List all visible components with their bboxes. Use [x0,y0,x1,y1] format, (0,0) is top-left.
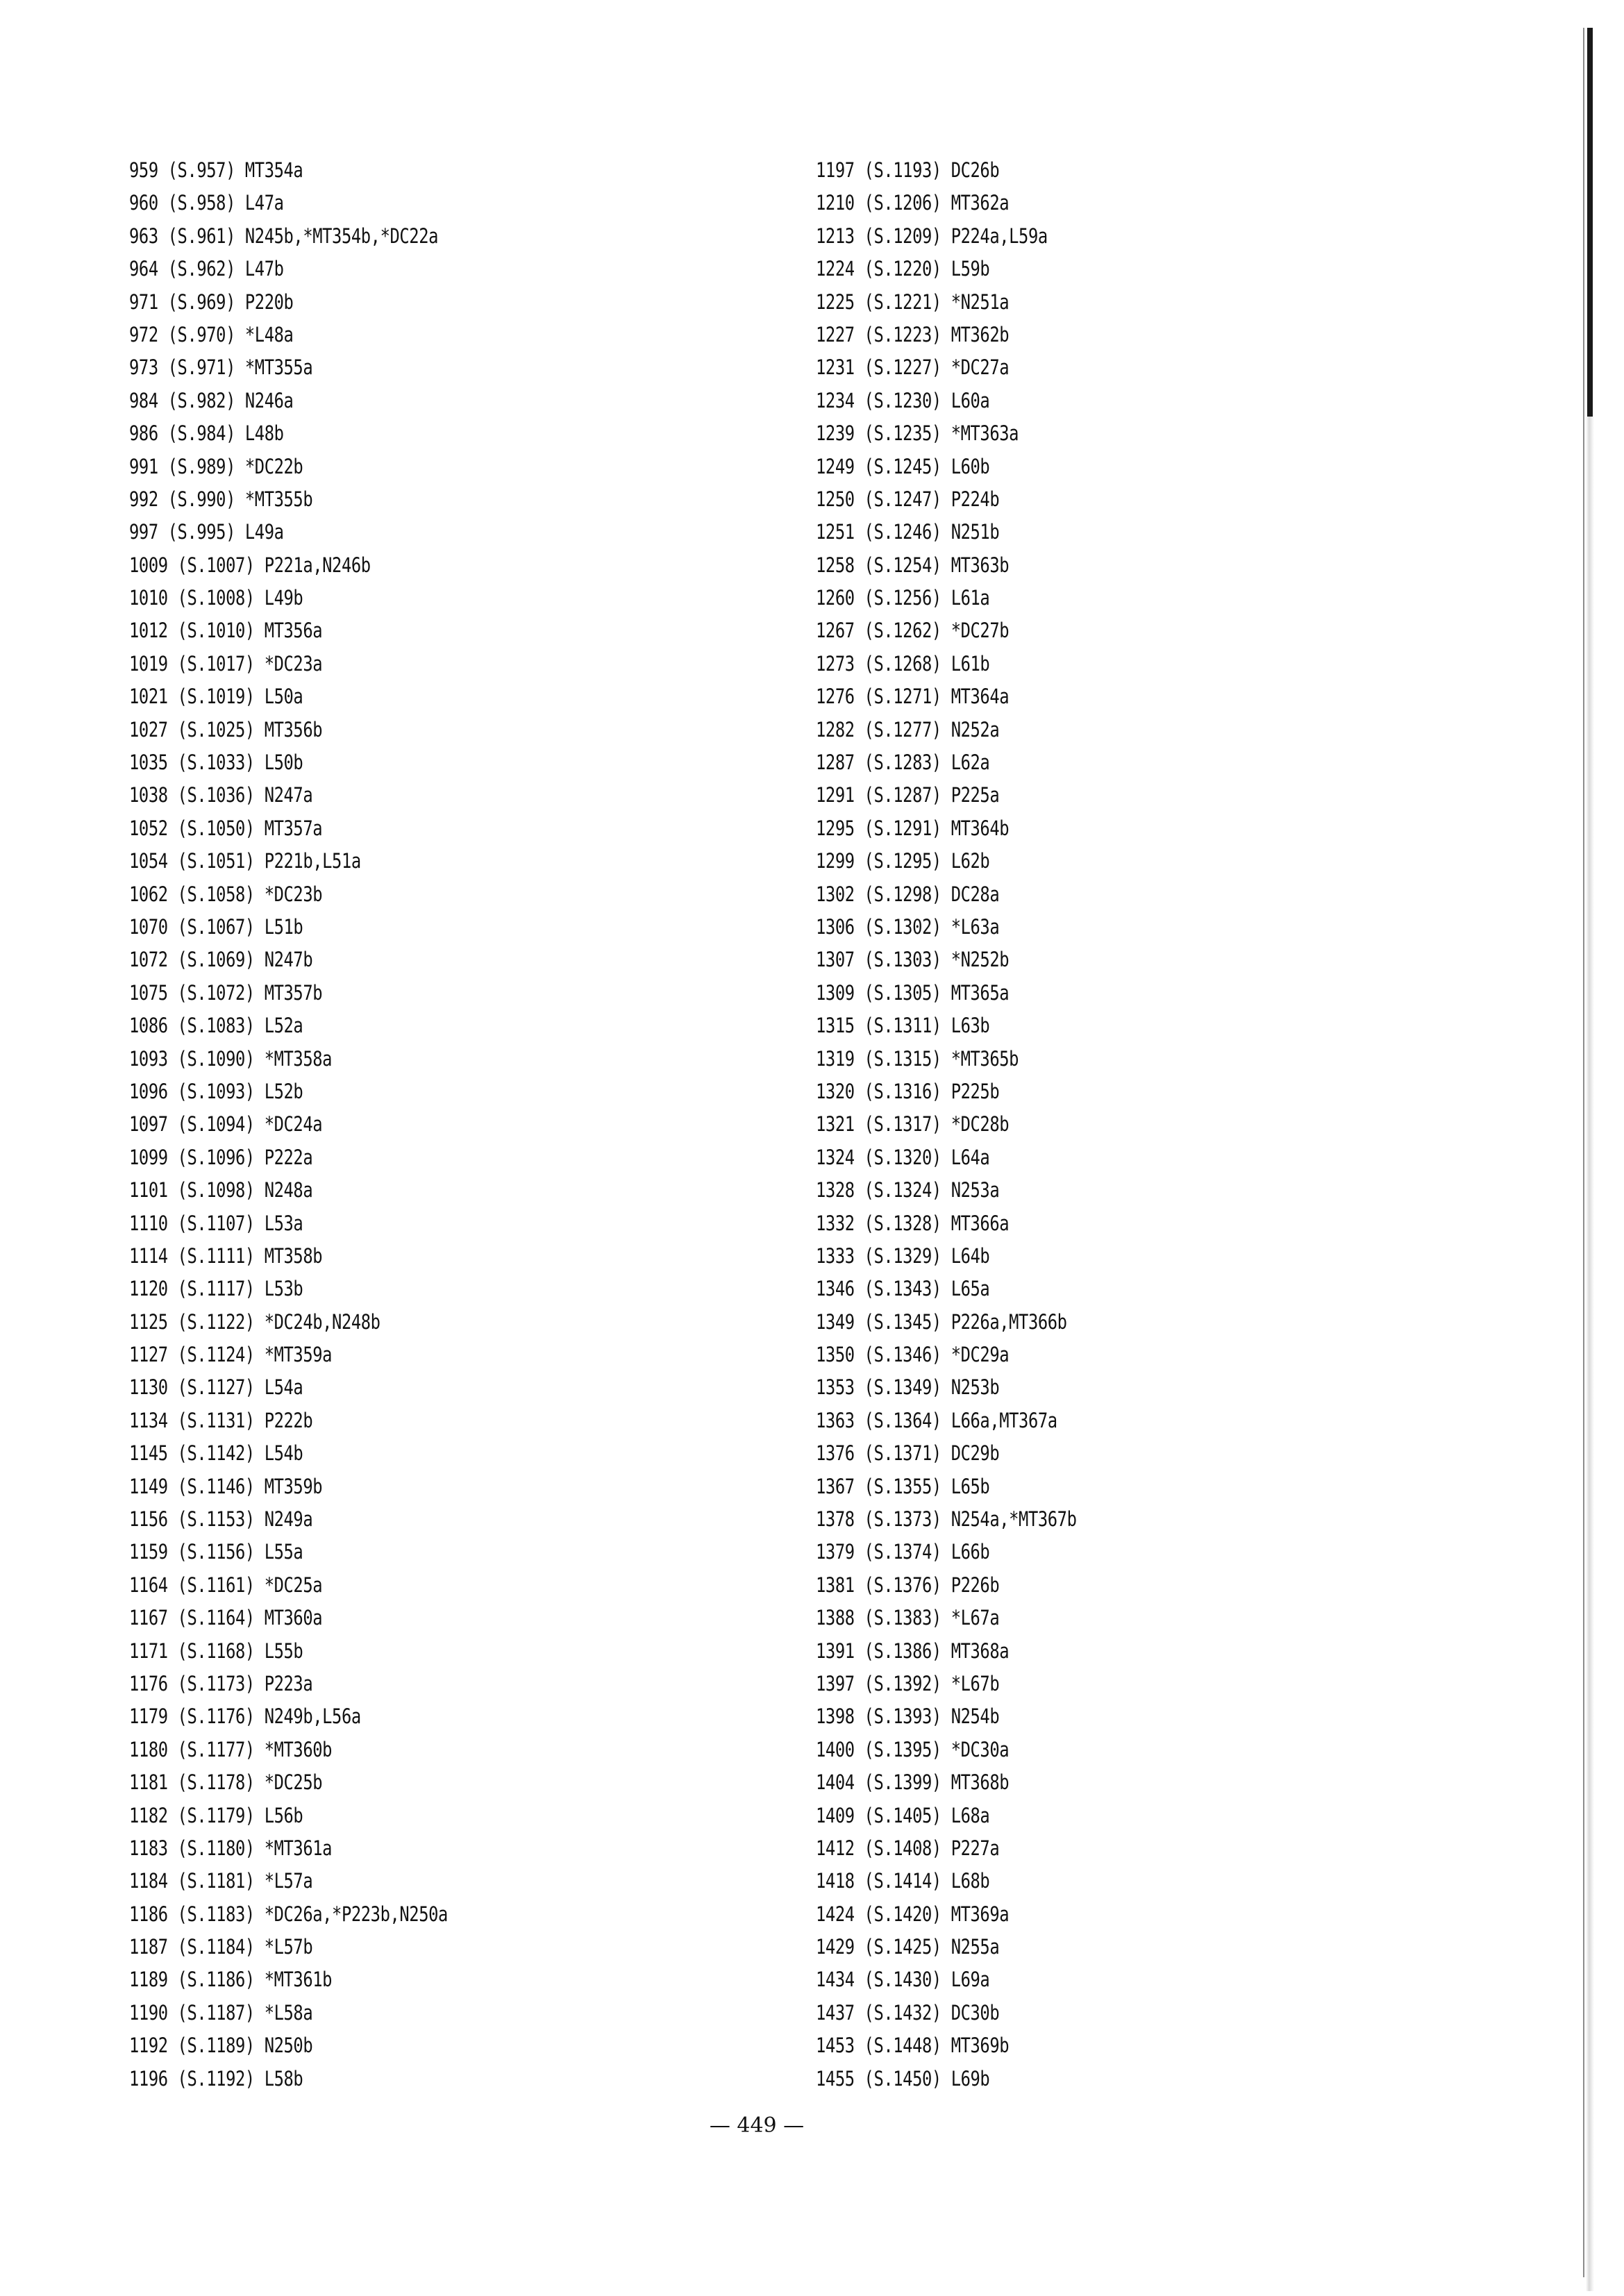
page-number: — 449 — [709,2113,805,2138]
index-entry: 1183 (S.1180) *MT361a [129,1836,333,1860]
index-entry: 1192 (S.1189) N250b [129,2034,313,2058]
index-entry: 1388 (S.1383) *L67a [816,1606,1000,1630]
index-entry: 963 (S.961) N245b,*MT354b,*DC22a [129,224,439,248]
index-entry: 1189 (S.1186) *MT361b [129,1968,333,1992]
index-entry: 964 (S.962) L47b [129,257,284,281]
index-entry: 1127 (S.1124) *MT359a [129,1343,333,1367]
index-entry: 1276 (S.1271) MT364a [816,685,1010,709]
index-entry: 1110 (S.1107) L53a [129,1211,303,1235]
index-entry: 1295 (S.1291) MT364b [816,816,1010,840]
index-entry: 986 (S.984) L48b [129,421,284,446]
index-entry: 1181 (S.1178) *DC25b [129,1770,323,1795]
index-entry: 1182 (S.1179) L56b [129,1803,303,1827]
index-entry: 1070 (S.1067) L51b [129,914,303,939]
index-entry: 997 (S.995) L49a [129,520,284,544]
index-entry: 1319 (S.1315) *MT365b [816,1046,1019,1071]
index-entry: 1038 (S.1036) N247a [129,783,313,807]
index-entry: 1282 (S.1277) N252a [816,717,1000,741]
index-entry: 971 (S.969) P220b [129,290,294,314]
index-entry: 1210 (S.1206) MT362a [816,191,1010,215]
index-entry: 1307 (S.1303) *N252b [816,948,1010,972]
index-entry: 1429 (S.1425) N255a [816,1935,1000,1959]
index-entry: 1164 (S.1161) *DC25a [129,1573,323,1597]
index-entry: 1424 (S.1420) MT369a [816,1902,1010,1926]
index-entry: 1009 (S.1007) P221a,N246b [129,553,371,577]
index-entry: 1309 (S.1305) MT365a [816,980,1010,1005]
index-entry: 1145 (S.1142) L54b [129,1441,303,1466]
index-entry: 1012 (S.1010) MT356a [129,619,323,643]
index-entry: 972 (S.970) *L48a [129,322,294,346]
index-entry: 1324 (S.1320) L64a [816,1145,990,1169]
index-entry: 1197 (S.1193) DC26b [816,158,1000,182]
index-entry: 1159 (S.1156) L55a [129,1540,303,1564]
index-entry: 1097 (S.1094) *DC24a [129,1112,323,1137]
index-entry: 1409 (S.1405) L68a [816,1803,990,1827]
index-entry: 1125 (S.1122) *DC24b,N248b [129,1309,380,1334]
index-entry: 992 (S.990) *MT355b [129,487,313,511]
index-entry: 1434 (S.1430) L69a [816,1968,990,1992]
index-entry: 1072 (S.1069) N247b [129,948,313,972]
index-entry: 1180 (S.1177) *MT360b [129,1737,333,1761]
index-entry: 1130 (S.1127) L54a [129,1375,303,1400]
index-entry: 991 (S.989) *DC22b [129,454,303,478]
index-entry: 1176 (S.1173) P223a [129,1671,313,1695]
index-entry: 1196 (S.1192) L58b [129,2066,303,2090]
index-entry: 1379 (S.1374) L66b [816,1540,990,1564]
index-entry: 1378 (S.1373) N254a,*MT367b [816,1507,1077,1532]
index-entry: 1299 (S.1295) L62b [816,849,990,873]
index-entry: 1086 (S.1083) L52a [129,1014,303,1038]
index-entry: 1398 (S.1393) N254b [816,1704,1000,1729]
index-entry: 1184 (S.1181) *L57a [129,1869,313,1893]
index-entry: 1400 (S.1395) *DC30a [816,1737,1010,1761]
index-entry: 1328 (S.1324) N253a [816,1178,1000,1203]
index-entry: 959 (S.957) MT354a [129,158,303,182]
index-entry: 984 (S.982) N246a [129,388,294,412]
index-entry: 1035 (S.1033) L50b [129,751,303,775]
scan-edge-line [1583,28,1584,2277]
index-entry: 1186 (S.1183) *DC26a,*P223b,N250a [129,1902,448,1926]
index-entry: 1397 (S.1392) *L67b [816,1671,1000,1695]
index-entry: 1062 (S.1058) *DC23b [129,882,323,906]
index-entry: 1187 (S.1184) *L57b [129,1935,313,1959]
index-entry: 1096 (S.1093) L52b [129,1079,303,1103]
index-entry: 1075 (S.1072) MT357b [129,980,323,1005]
index-entry: 1267 (S.1262) *DC27b [816,619,1010,643]
index-entry: 1315 (S.1311) L63b [816,1014,990,1038]
index-entry: 1114 (S.1111) MT358b [129,1243,323,1268]
index-entry: 1260 (S.1256) L61a [816,586,990,610]
index-entry: 1156 (S.1153) N249a [129,1507,313,1532]
index-entry: 1404 (S.1399) MT368b [816,1770,1010,1795]
index-entry: 1093 (S.1090) *MT358a [129,1046,333,1071]
index-entry: 1367 (S.1355) L65b [816,1474,990,1498]
index-entry: 1455 (S.1450) L69b [816,2066,990,2090]
index-entry: 1350 (S.1346) *DC29a [816,1343,1010,1367]
index-entry: 1099 (S.1096) P222a [129,1145,313,1169]
index-entry: 1120 (S.1117) L53b [129,1277,303,1301]
scan-edge-shadow [1586,417,1594,2291]
index-entry: 1239 (S.1235) *MT363a [816,421,1019,446]
index-entry: 1179 (S.1176) N249b,L56a [129,1704,361,1729]
left-index-column [129,154,754,2095]
index-entry: 1190 (S.1187) *L58a [129,2000,313,2025]
index-entry: 1251 (S.1246) N251b [816,520,1000,544]
index-entry: 1321 (S.1317) *DC28b [816,1112,1010,1137]
index-entry: 1376 (S.1371) DC29b [816,1441,1000,1466]
index-entry: 1353 (S.1349) N253b [816,1375,1000,1400]
index-entry: 1453 (S.1448) MT369b [816,2034,1010,2058]
index-entry: 1258 (S.1254) MT363b [816,553,1010,577]
index-entry: 1291 (S.1287) P225a [816,783,1000,807]
index-entry: 1019 (S.1017) *DC23a [129,651,323,676]
index-entry: 1381 (S.1376) P226b [816,1573,1000,1597]
right-index-column [816,154,1441,2095]
index-entry: 1306 (S.1302) *L63a [816,914,1000,939]
index-entry: 973 (S.971) *MT355a [129,355,313,380]
index-entry: 1287 (S.1283) L62a [816,751,990,775]
index-entry: 1437 (S.1432) DC30b [816,2000,1000,2025]
index-entry: 1302 (S.1298) DC28a [816,882,1000,906]
index-entry: 1273 (S.1268) L61b [816,651,990,676]
index-entry: 1418 (S.1414) L68b [816,1869,990,1893]
index-entry: 1101 (S.1098) N248a [129,1178,313,1203]
index-entry: 1349 (S.1345) P226a,MT366b [816,1309,1067,1334]
index-entry: 1010 (S.1008) L49b [129,586,303,610]
index-entry: 1320 (S.1316) P225b [816,1079,1000,1103]
index-entry: 1249 (S.1245) L60b [816,454,990,478]
index-entry: 960 (S.958) L47a [129,191,284,215]
index-entry: 1021 (S.1019) L50a [129,685,303,709]
index-entry: 1227 (S.1223) MT362b [816,322,1010,346]
index-entry: 1346 (S.1343) L65a [816,1277,990,1301]
index-entry: 1224 (S.1220) L59b [816,257,990,281]
index-entry: 1027 (S.1025) MT356b [129,717,323,741]
index-entry: 1149 (S.1146) MT359b [129,1474,323,1498]
index-entry: 1054 (S.1051) P221b,L51a [129,849,361,873]
index-entry: 1250 (S.1247) P224b [816,487,1000,511]
index-entry: 1171 (S.1168) L55b [129,1639,303,1663]
index-entry: 1225 (S.1221) *N251a [816,290,1010,314]
index-entry: 1234 (S.1230) L60a [816,388,990,412]
index-entry: 1333 (S.1329) L64b [816,1243,990,1268]
scan-edge-bar [1587,28,1593,417]
index-entry: 1231 (S.1227) *DC27a [816,355,1010,380]
index-entry: 1134 (S.1131) P222b [129,1408,313,1432]
index-entry: 1213 (S.1209) P224a,L59a [816,224,1048,248]
index-entry: 1391 (S.1386) MT368a [816,1639,1010,1663]
index-entry: 1052 (S.1050) MT357a [129,816,323,840]
index-entry: 1167 (S.1164) MT360a [129,1606,323,1630]
index-entry: 1332 (S.1328) MT366a [816,1211,1010,1235]
index-entry: 1412 (S.1408) P227a [816,1836,1000,1860]
index-entry: 1363 (S.1364) L66a,MT367a [816,1408,1057,1432]
